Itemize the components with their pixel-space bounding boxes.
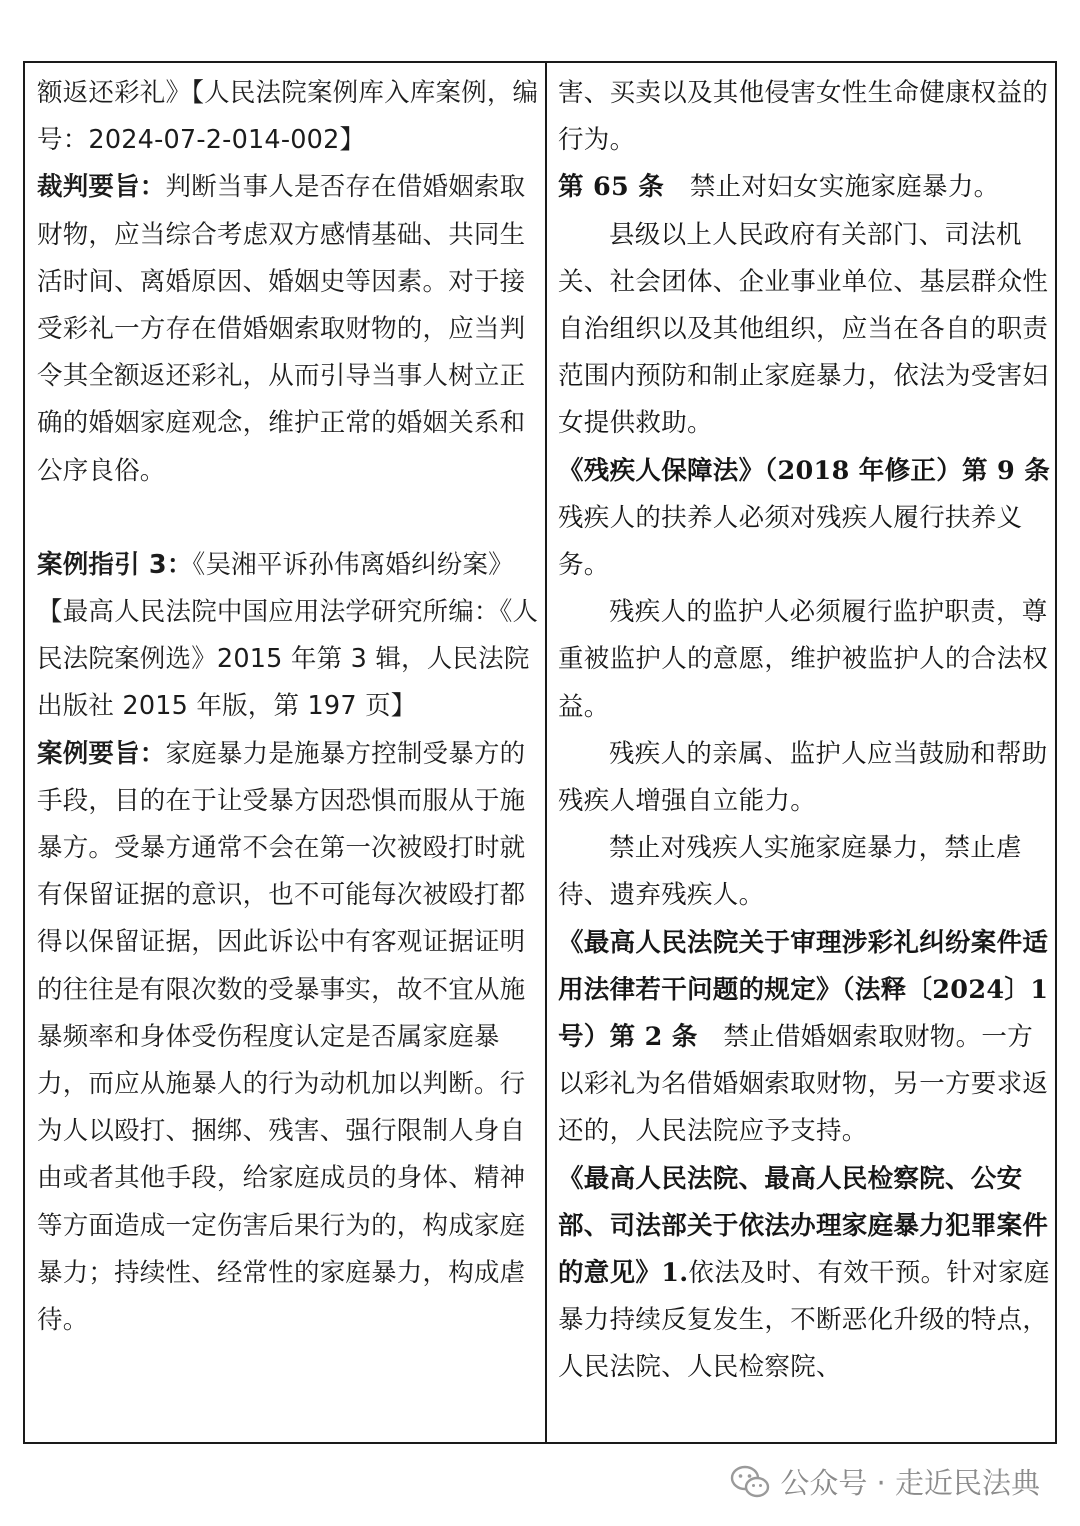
paragraph-gap	[37, 495, 539, 542]
left-column	[37, 70, 539, 1344]
judgment-summary-paragraph	[37, 164, 539, 494]
domestic-violence-opinion-label: 《最高人民法院、最高人民检察院、公安部、司法部关于依法办理家庭暴力犯罪案件的意见》1.	[558, 1163, 1049, 1289]
wechat-icon	[730, 1465, 770, 1499]
betrothal-gift-rule-text: 禁止借婚姻索取财物。一方以彩礼为名借婚姻索取财物，另一方要求返还的，人民法院应予支持。	[558, 1022, 1049, 1147]
case-guide-label: 案例指引 3：	[37, 549, 193, 580]
disability-law-paragraph	[558, 448, 1076, 590]
law-text-paragraph-1: 害、买卖以及其他侵害女性生命健康权益的行为。	[558, 78, 1049, 156]
article-65-label: 第 65 条	[558, 172, 665, 203]
article-65-paragraph	[558, 164, 1050, 211]
betrothal-gift-rule-paragraph	[558, 920, 1050, 1156]
disability-law-text: 残疾人的扶养人必须对残疾人履行扶养义务。	[558, 455, 1076, 581]
watermark-text: 公众号 · 走近民法典	[780, 1466, 1040, 1500]
case-guide-text: 《吴湘平诉孙伟离婚纠纷案》【最高人民法院中国应用法学研究所编：《人民法院案例选》2015 年第 3 辑，人民法院出版社 2015 年版，第 197 页】	[37, 549, 539, 722]
law-text-paragraph-3: 县级以上人民政府有关部门、司法机关、社会团体、企业事业单位、基层群众性自治组织以及其他组织，应当在各自的职责范围内预防和制止家庭暴力，依法为受害妇女提供救助。	[558, 219, 1049, 439]
case-summary-text: 家庭暴力是施暴方控制受暴方的手段，目的在于让受暴方因恐惧而服从于施暴方。受暴方通常不会在第一次被殴打时就有保留证据的意识，也不可能每次被殴打都得以保留证据，因此诉讼中有客观证据证明的往往是有限次数的受暴事实，故不宜从施暴频率和身体受伤程度认定是否属家庭暴力，而应从施暴人的行为动机加以判断。行为人以殴打、捆绑、残害、强行限制人身自由或者其他手段，给家庭成员的身体、精神等方面造成一定伤害后果行为的，构成家庭暴力；持续性、经常性的家庭暴力，构成虐待。	[37, 738, 526, 1336]
case-guide-paragraph	[37, 542, 539, 731]
domestic-violence-opinion-text: 依法及时、有效干预。针对家庭暴力持续反复发生，不断恶化升级的特点，人民法院、人民检察院、	[558, 1258, 1050, 1383]
right-column	[558, 70, 1076, 1392]
watermark	[730, 1461, 1040, 1502]
case-citation-paragraph: 额返还彩礼》【人民法院案例库入库案例，编号：2024-07-2-014-002】	[37, 78, 539, 156]
document-table	[23, 61, 1076, 1444]
case-summary-paragraph	[37, 731, 539, 1345]
domestic-violence-opinion-paragraph	[558, 1156, 1050, 1392]
law-text-paragraph-5: 残疾人的监护人必须履行监护职责，尊重被监护人的意愿，维护被监护人的合法权益。	[558, 597, 1049, 722]
betrothal-gift-rule-label: 《最高人民法院关于审理涉彩礼纠纷案件适用法律若干问题的规定》（法释〔2024〕1 号）第 2 条	[558, 927, 1049, 1053]
judgment-summary-text: 判断当事人是否存在借婚姻索取财物，应当综合考虑双方感情基础、共同生活时间、离婚原因、婚姻史等因素。对于接受彩礼一方存在借婚姻索取财物的，应当判令其全额返还彩礼，从而引导当事人树立正确的婚姻家庭观念，维护正常的婚姻关系和公序良俗。	[37, 172, 526, 486]
law-text-paragraph-7: 禁止对残疾人实施家庭暴力，禁止虐待、遗弃残疾人。	[558, 833, 1022, 911]
column-divider	[545, 63, 547, 1442]
disability-law-label: 《残疾人保障法》（2018 年修正）第 9 条	[558, 455, 1050, 486]
article-65-text: 禁止对妇女实施家庭暴力。	[664, 172, 1000, 203]
judgment-summary-label: 裁判要旨：	[37, 172, 166, 203]
case-summary-label: 案例要旨：	[37, 738, 166, 769]
law-text-paragraph-6: 残疾人的亲属、监护人应当鼓励和帮助残疾人增强自立能力。	[558, 738, 1048, 817]
